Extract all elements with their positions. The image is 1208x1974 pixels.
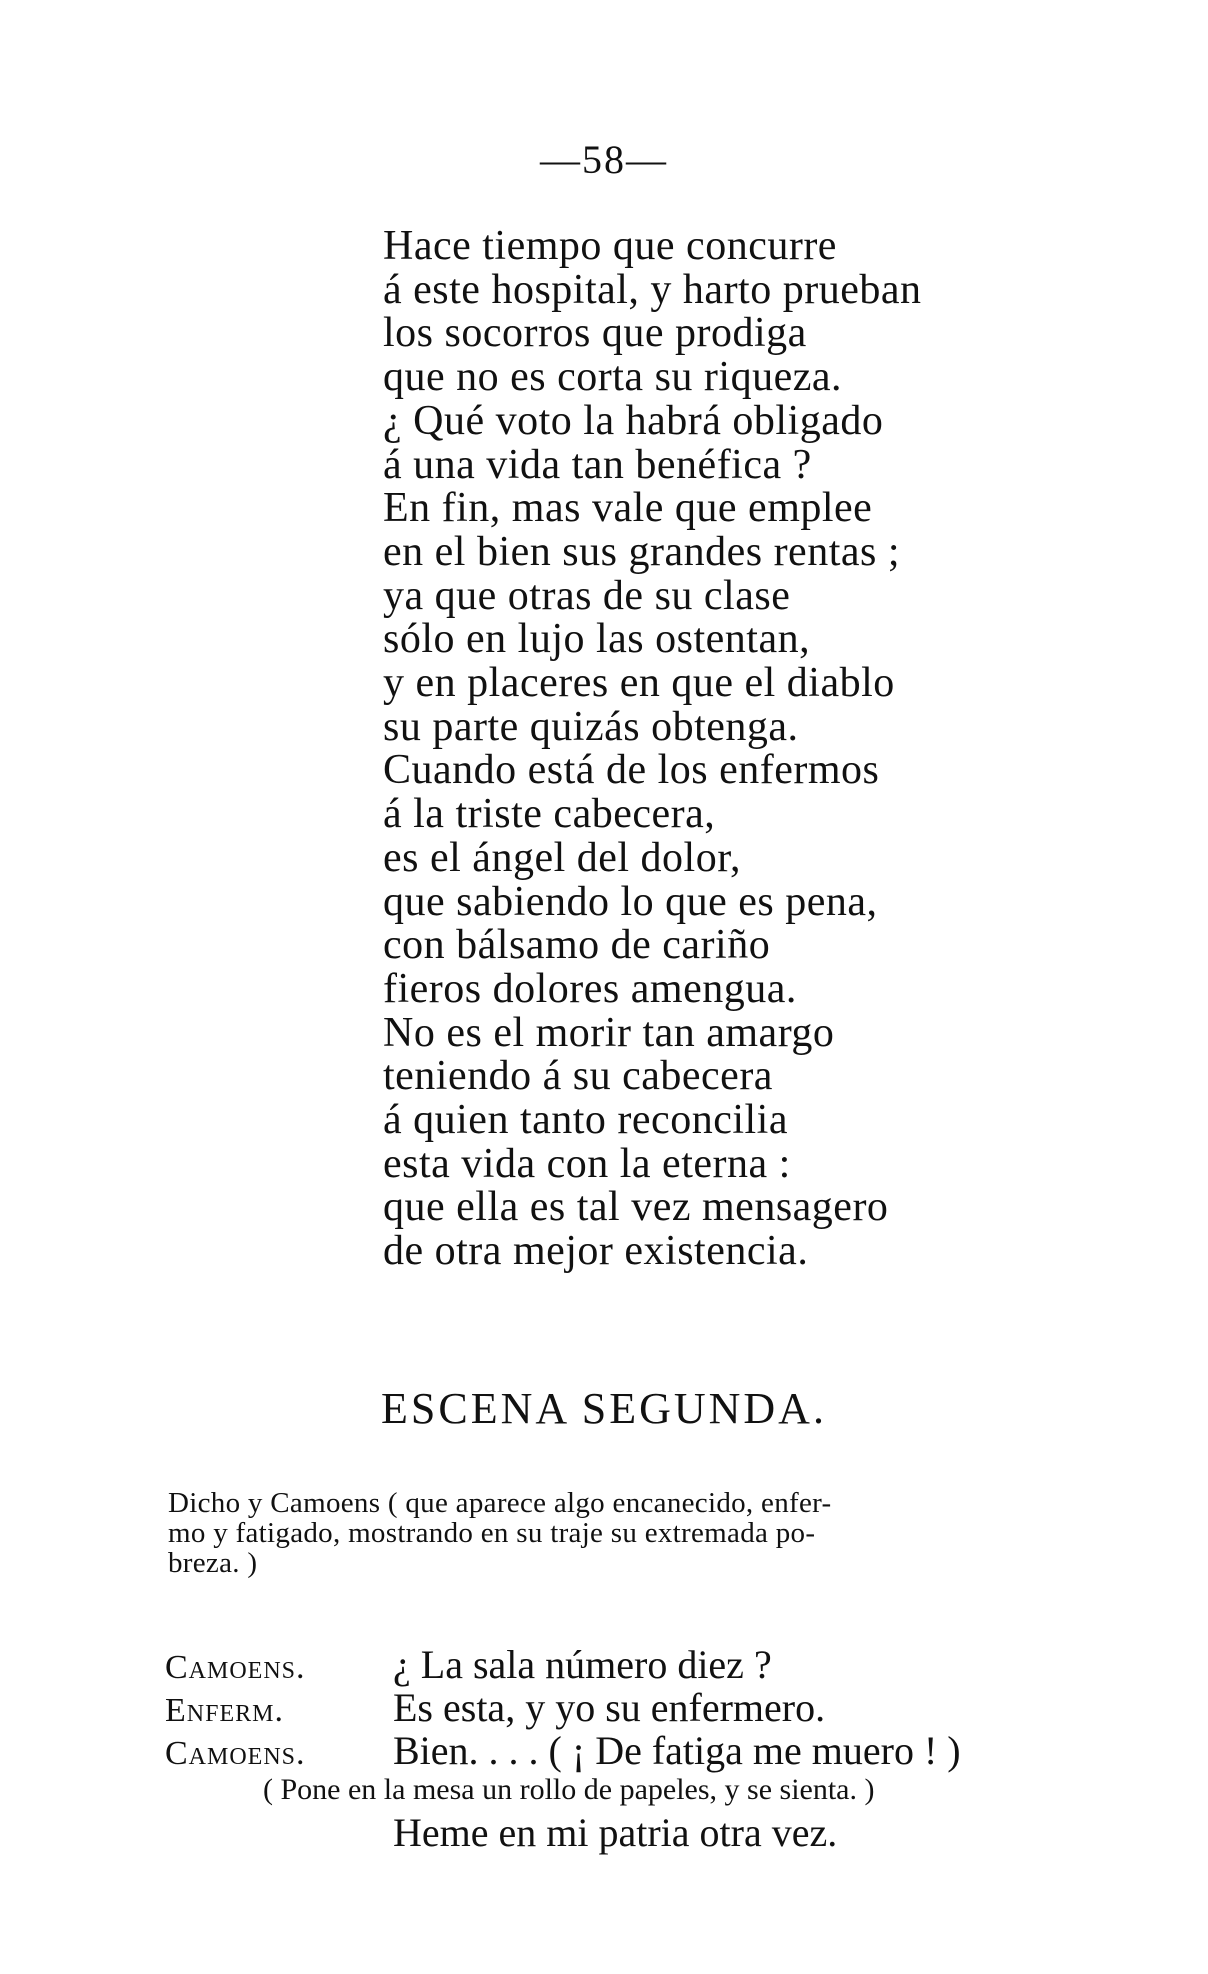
- verse-line: En fin, mas vale que emplee: [383, 485, 873, 532]
- verse-line: es el ángel del dolor,: [383, 834, 742, 881]
- verse-line: que sabiendo lo que es pena,: [383, 878, 878, 925]
- verse-line: esta vida con la eterna :: [383, 1140, 791, 1187]
- scene-title: ESCENA SEGUNDA.: [381, 1384, 827, 1433]
- verse-line: sólo en lujo las ostentan,: [383, 616, 811, 663]
- speech-line: [165, 1727, 1155, 1773]
- dialogue-block: [165, 1641, 1155, 1856]
- verse-block: [383, 225, 1083, 1274]
- verse-line: ya que otras de su clase: [383, 572, 791, 619]
- verse-line: Hace tiempo que concurre: [383, 223, 837, 269]
- verse-line: los socorros que prodiga: [383, 310, 807, 357]
- verse-line: en el bien sus grandes rentas ;: [383, 528, 901, 575]
- speaker-name: Enferm.: [165, 1692, 284, 1729]
- speaker-name: Camoens.: [165, 1735, 306, 1772]
- verse-line: que ella es tal vez mensagero: [383, 1184, 889, 1231]
- page-number: —58—: [540, 137, 668, 182]
- verse-line: teniendo á su cabecera: [383, 1053, 773, 1100]
- verse-line: No es el morir tan amargo: [383, 1009, 835, 1056]
- stage-direction: [168, 1488, 1148, 1578]
- verse-line: Cuando está de los enfermos: [383, 747, 880, 794]
- verse-line: de otra mejor existencia.: [383, 1228, 809, 1275]
- stage-direction-line: Dicho y Camoens ( que aparece algo encanecido, enfer-: [168, 1487, 832, 1519]
- verse-line: su parte quizás obtenga.: [383, 703, 799, 750]
- verse-line: fieros dolores amengua.: [383, 965, 797, 1012]
- verse-line: á quien tanto reconcilia: [383, 1097, 788, 1144]
- speech-text: Es esta, y yo su enfermero.: [393, 1685, 826, 1730]
- verse-line: á este hospital, y harto prueban: [383, 266, 922, 313]
- verse-line: ¿ Qué voto la habrá obligado: [383, 397, 884, 444]
- verse-line: con bálsamo de cariño: [383, 922, 771, 969]
- acotacion: ( Pone en la mesa un rollo de papeles, y se sienta. ): [263, 1773, 875, 1806]
- speech-line: [165, 1684, 1155, 1730]
- stage-direction-line: mo y fatigado, mostrando en su traje su extremada po-: [168, 1517, 816, 1549]
- stage-direction-line: breza. ): [168, 1547, 258, 1579]
- speaker-name: Camoens.: [165, 1649, 306, 1686]
- speech-line: [165, 1641, 1155, 1687]
- verse-line: que no es corta su riqueza.: [383, 354, 842, 401]
- speech-continuation: Heme en mi patria otra vez.: [393, 1810, 838, 1855]
- speech-text: Bien. . . . ( ¡ De fatiga me muero ! ): [393, 1728, 961, 1773]
- speech-text: ¿ La sala número diez ?: [393, 1642, 772, 1687]
- verse-line: á la triste cabecera,: [383, 791, 716, 838]
- verse-line: y en placeres en que el diablo: [383, 660, 895, 707]
- verse-line: á una vida tan benéfica ?: [383, 441, 812, 488]
